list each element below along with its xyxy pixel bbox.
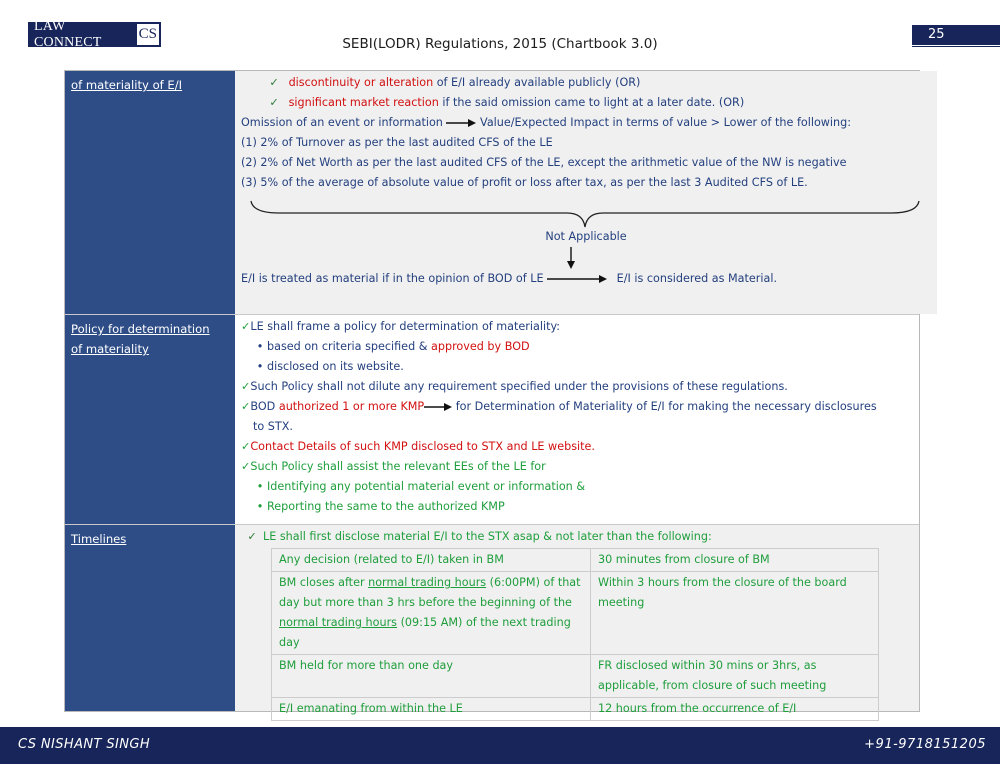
red-text: approved by BOD [431,340,530,353]
check-icon: ✓ [241,460,251,473]
arrow-down-icon [565,247,577,269]
text: E/I is treated as material if in the opinion of BOD of LE [241,272,544,285]
footer-phone: +91-9718151205 [864,737,986,752]
red-text: significant market reaction [288,96,439,109]
table-row [272,698,879,721]
material-line [241,269,931,289]
text: LE shall frame a policy for determination of materiality: [250,320,561,333]
policy-point-3-cont: to STX. [253,420,293,433]
policy-subpoint-1a [241,337,913,357]
policy-subpoint-5a [241,477,913,497]
text: BM closes after [279,576,369,589]
check-icon: ✓ [241,440,251,453]
check-icon: ✓ [269,76,279,89]
row-timelines [65,525,919,715]
footer-bar [0,727,1000,764]
bullet-icon: • [256,480,264,493]
text: Value/Expected Impact in terms of value > Lower of the following: [480,116,852,129]
logo-text: LAW CONNECT [34,18,102,50]
not-applicable-text: Not Applicable [545,230,627,243]
table-cell: BM held for more than one day [272,655,591,698]
policy-subpoint-5b [241,497,913,517]
timelines-intro [241,527,913,547]
arrow-right-icon [547,274,607,284]
label-text: Timelines [71,532,127,546]
policy-point-2 [241,377,913,397]
row-label-policy [65,315,235,524]
omission-line [241,113,931,133]
table-cell: FR disclosed within 30 mins or 3hrs, as applicable, from closure of such meeting [591,655,879,698]
footer-name: CS NISHANT SINGH [18,737,151,752]
text: for Determination of Materiality of E/I for making the necessary disclosures [452,400,877,413]
bullet-icon: • [256,360,264,373]
check-icon: ✓ [247,530,257,543]
text: if the said omission came to light at a later date. (OR) [438,96,745,109]
bullet-icon: • [256,340,264,353]
check-icon: ✓ [269,96,279,109]
brace-graphic [249,199,921,229]
bullet-icon: • [256,500,264,513]
table-cell: 30 minutes from closure of BM [591,549,879,572]
policy-point-4 [241,437,913,457]
red-text: authorized 1 or more KMP [278,400,425,413]
content-table [64,70,920,715]
red-text: discontinuity or alteration [288,76,434,89]
policy-point-5 [241,457,913,477]
row-content-materiality [235,71,937,314]
text: of E/I already available publicly (OR) [433,76,641,89]
policy-point-3 [241,397,913,417]
threshold-item-2: (2) 2% of Net Worth as per the last audited CFS of the LE, except the arithmetic value of the NW is negative [241,156,847,169]
text: Such Policy shall not dilute any requirement specified under the provisions of these regulations. [250,380,788,393]
text: disclosed on its website. [267,360,404,373]
policy-subpoint-1b [241,357,913,377]
text: E/I is considered as Material. [616,272,778,285]
label-text: Policy for determination [71,322,210,336]
underlined-text: normal trading hours [279,616,398,629]
table-row [272,655,879,698]
table-cell: Within 3 hours from the closure of the board meeting [591,572,879,655]
page-title: SEBI(LODR) Regulations, 2015 (Chartbook 3.0) [342,36,658,52]
check-icon: ✓ [241,400,251,413]
check-line-2 [241,93,931,113]
row-materiality [65,71,919,315]
check-icon: ✓ [241,380,251,393]
check-line-1 [241,73,931,93]
row-label-materiality [65,71,235,314]
text: LE shall first disclose material E/I to the STX asap & not later than the following: [263,530,712,543]
threshold-item-1: (1) 2% of Turnover as per the last audited CFS of the LE [241,136,553,149]
page-number: 25 [912,25,1000,45]
text: Such Policy shall assist the relevant EEs of the LE for [250,460,546,473]
text: Reporting the same to the authorized KMP [267,500,505,513]
check-icon: ✓ [241,320,251,333]
text: (6:00PM) of that day but more than 3 hrs before the beginning of the [279,576,581,609]
table-cell: E/I emanating from within the LE [272,698,591,721]
table-cell: Any decision (related to E/I) taken in BM [272,549,591,572]
row-label-timelines [65,525,235,711]
text: Omission of an event or information [241,116,443,129]
table-cell [272,572,591,655]
table-row [272,572,879,655]
underlined-text: normal trading hours [368,576,487,589]
arrow-right-icon [424,402,452,412]
page-number-rule [912,46,1000,47]
row-content-timelines [235,525,919,715]
text: (09:15 AM) of the next trading day [279,616,571,649]
table-row [272,549,879,572]
label-text: of materiality of E/I [71,78,183,92]
text: based on criteria specified & [267,340,432,353]
label-text: of materiality [71,342,149,356]
row-policy [65,315,919,525]
threshold-item-3: (3) 5% of the average of absolute value of profit or loss after tax, as per the last 3 Audited CFS of LE. [241,176,808,189]
text: Identifying any potential material event or information & [267,480,586,493]
arrow-right-icon [446,118,476,128]
row-content-policy [235,315,919,524]
text: BOD [250,400,279,413]
logo-cs: CS [137,24,159,45]
not-applicable-block [241,227,931,247]
table-cell: 12 hours from the occurrence of E/I [591,698,879,721]
policy-point-1 [241,317,913,337]
timelines-table [271,548,879,721]
red-text: Contact Details of such KMP disclosed to STX and LE website. [250,440,595,453]
